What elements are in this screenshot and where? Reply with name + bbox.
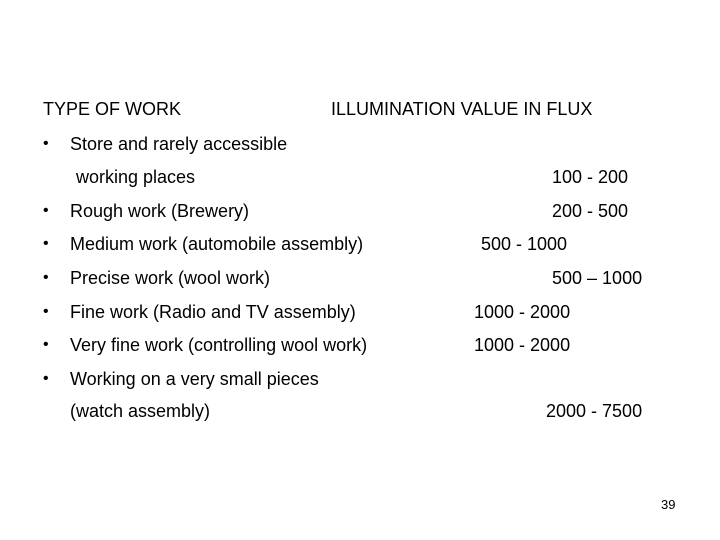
illumination-value: 100 - 200 [552,167,629,187]
work-type: Fine work (Radio and TV assembly) [70,302,356,322]
bullet: • [43,336,49,353]
illumination-value: 1000 - 2000 [474,302,571,322]
bullet: • [43,370,49,387]
work-type: Rough work (Brewery) [70,201,250,221]
work-type: Working on a very small pieces [70,369,319,389]
bullet: • [43,135,49,152]
work-type-continued: (watch assembly) [70,401,211,421]
illumination-value: 500 - 1000 [481,234,568,254]
header-illumination-value: ILLUMINATION VALUE IN FLUX [331,99,593,119]
bullet: • [43,303,49,320]
work-type: Very fine work (controlling wool work) [70,335,368,355]
bullet: • [43,202,49,219]
bullet: • [43,235,49,252]
work-type: Medium work (automobile assembly) [70,234,364,254]
illumination-value: 2000 - 7500 [546,401,643,421]
work-type: Store and rarely accessible [70,134,288,154]
illumination-value: 200 - 500 [552,201,629,221]
illumination-value: 1000 - 2000 [474,335,571,355]
header-type-of-work: TYPE OF WORK [43,99,182,119]
illumination-value: 500 – 1000 [552,268,643,288]
work-type-continued: working places [76,167,196,187]
page-number: 39 [661,497,676,512]
bullet: • [43,269,49,286]
work-type: Precise work (wool work) [70,268,271,288]
